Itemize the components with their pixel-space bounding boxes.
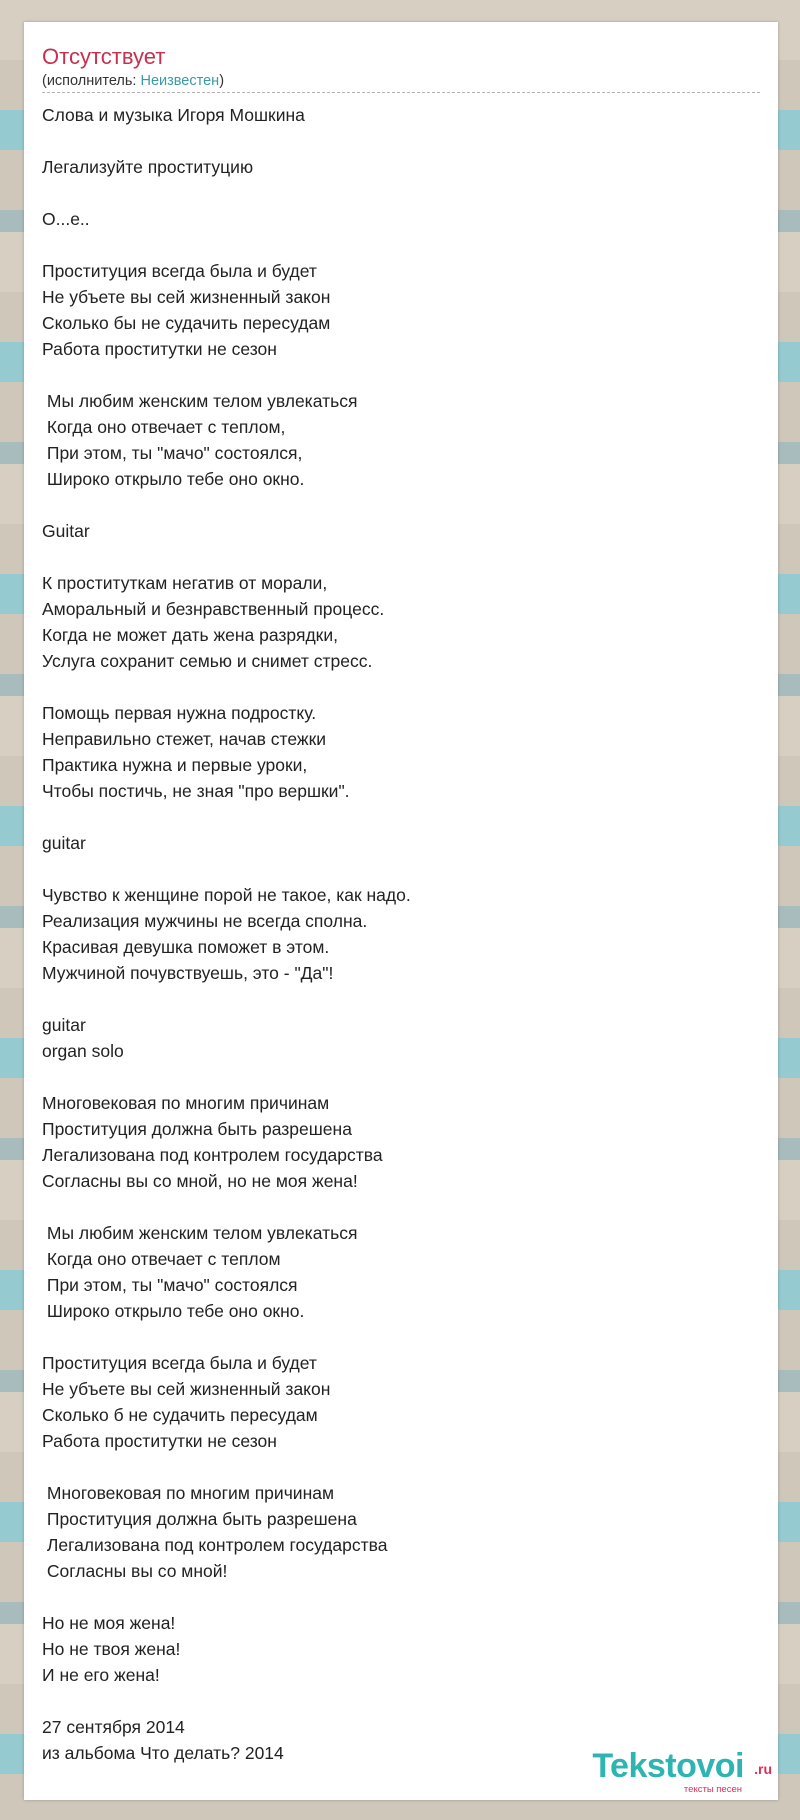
lyric-line: Guitar xyxy=(42,521,90,541)
lyric-line: organ solo xyxy=(42,1041,124,1061)
lyric-blank-line xyxy=(42,986,760,1012)
lyric-blank-line xyxy=(42,1324,760,1350)
lyric-line: Работа проститутки не сезон xyxy=(42,339,277,359)
lyric-line: Легализуйте проституцию xyxy=(42,157,254,177)
lyric-line: Услуга сохранит семью и снимет стресс. xyxy=(42,651,373,671)
lyric-line: Не убъете вы сей жизненный закон xyxy=(42,287,331,307)
lyric-line: И не его жена! xyxy=(42,1665,160,1685)
site-logo[interactable] xyxy=(572,1746,772,1796)
lyric-blank-line xyxy=(42,674,760,700)
lyric-blank-line xyxy=(42,362,760,388)
lyric-line: Чувство к женщине порой не такое, как надо. xyxy=(42,885,411,905)
lyric-line: Легализована под контролем государства xyxy=(42,1145,383,1165)
lyric-line: Красивая девушка поможет в этом. xyxy=(42,937,330,957)
lyric-blank-line xyxy=(42,1454,760,1480)
lyric-line: Проституция должна быть разрешена xyxy=(42,1509,357,1529)
lyric-line: Чтобы постичь, не зная "про вершки". xyxy=(42,781,350,801)
lyric-line: Широко открыло тебе оно окно. xyxy=(42,469,305,489)
lyric-blank-line xyxy=(42,128,760,154)
lyric-blank-line xyxy=(42,1064,760,1090)
lyric-line: Когда не может дать жена разрядки, xyxy=(42,625,338,645)
lyric-blank-line xyxy=(42,856,760,882)
lyric-line: Сколько бы не судачить пересудам xyxy=(42,313,331,333)
lyric-line: Согласны вы со мной! xyxy=(42,1561,228,1581)
lyric-line: Проституция всегда была и будет xyxy=(42,261,317,281)
lyric-line: Помощь первая нужна подростку. xyxy=(42,703,317,723)
lyric-line: Проституция должна быть разрешена xyxy=(42,1119,352,1139)
lyric-line: Широко открыло тебе оно окно. xyxy=(42,1301,305,1321)
lyric-line: Неправильно стежет, начав стежки xyxy=(42,729,326,749)
lyric-line: К проституткам негатив от морали, xyxy=(42,573,328,593)
lyric-line: Реализация мужчины не всегда сполна. xyxy=(42,911,368,931)
artist-suffix: ) xyxy=(219,73,225,89)
lyric-line: При этом, ты "мачо" состоялся, xyxy=(42,443,303,463)
lyric-line: Не убъете вы сей жизненный закон xyxy=(42,1379,331,1399)
lyric-line: Мужчиной почувствуешь, это - "Да"! xyxy=(42,963,334,983)
lyric-line: Легализована под контролем государства xyxy=(42,1535,388,1555)
lyric-line: Многовековая по многим причинам xyxy=(42,1093,330,1113)
lyrics-body xyxy=(42,102,760,1766)
title-divider xyxy=(42,92,760,93)
artist-prefix: (исполнитель: xyxy=(42,73,141,89)
lyric-line: Мы любим женским телом увлекаться xyxy=(42,391,358,411)
lyric-line: Практика нужна и первые уроки, xyxy=(42,755,308,775)
lyric-line: Слова и музыка Игоря Мошкина xyxy=(42,105,305,125)
lyric-line: guitar xyxy=(42,833,86,853)
lyric-blank-line xyxy=(42,804,760,830)
logo-domain: .ru xyxy=(754,1761,772,1777)
lyric-line: 27 сентября 2014 xyxy=(42,1717,185,1737)
lyric-line: Согласны вы со мной, но не моя жена! xyxy=(42,1171,358,1191)
lyric-line: Аморальный и безнравственный процесс. xyxy=(42,599,385,619)
lyric-blank-line xyxy=(42,180,760,206)
lyric-blank-line xyxy=(42,1194,760,1220)
lyric-line: Когда оно отвечает с теплом xyxy=(42,1249,281,1269)
lyric-line: Сколько б не судачить пересудам xyxy=(42,1405,318,1425)
logo-tagline: тексты песен xyxy=(683,1784,742,1795)
song-title: Отсутствует xyxy=(42,44,166,69)
lyric-line: Когда оно отвечает с теплом, xyxy=(42,417,286,437)
lyric-line: guitar xyxy=(42,1015,86,1035)
lyric-blank-line xyxy=(42,1584,760,1610)
logo-wordmark: Tekstovoi xyxy=(592,1747,744,1785)
lyric-blank-line xyxy=(42,1688,760,1714)
artist-line xyxy=(42,72,224,90)
lyric-line: Работа проститутки не сезон xyxy=(42,1431,277,1451)
lyric-blank-line xyxy=(42,544,760,570)
lyric-line: Многовековая по многим причинам xyxy=(42,1483,335,1503)
lyrics-card xyxy=(24,22,778,1800)
lyric-line: Мы любим женским телом увлекаться xyxy=(42,1223,358,1243)
lyric-line: О...е.. xyxy=(42,209,90,229)
lyric-line: из альбома Что делать? 2014 xyxy=(42,1743,284,1763)
lyric-line: Проституция всегда была и будет xyxy=(42,1353,317,1373)
lyric-blank-line xyxy=(42,492,760,518)
lyric-line: Но не твоя жена! xyxy=(42,1639,181,1659)
artist-link[interactable]: Неизвестен xyxy=(140,73,220,89)
lyric-line: Но не моя жена! xyxy=(42,1613,176,1633)
lyric-blank-line xyxy=(42,232,760,258)
lyric-line: При этом, ты "мачо" состоялся xyxy=(42,1275,298,1295)
